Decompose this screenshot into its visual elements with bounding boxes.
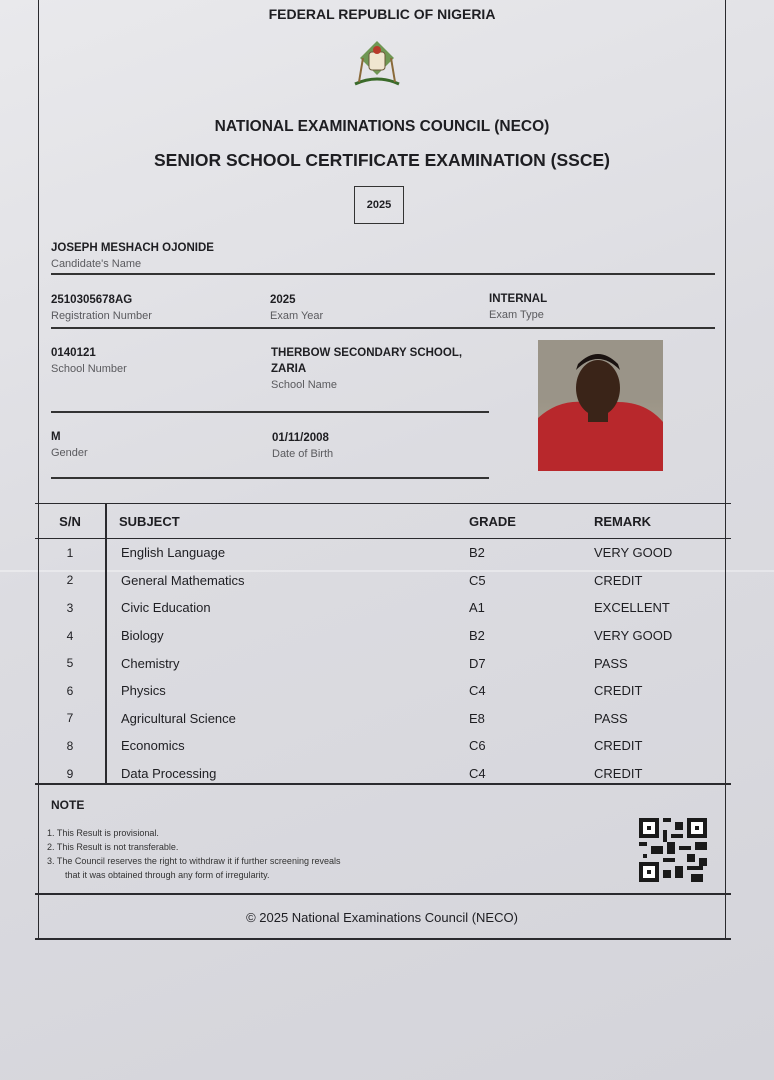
row-sn: 9 [66, 766, 74, 781]
divider [51, 477, 489, 479]
exam-type-field [489, 291, 547, 323]
row-sn: 1 [66, 545, 74, 560]
registration-label: Registration Number [51, 310, 152, 322]
row-sn: 3 [66, 600, 74, 615]
exam-title: SENIOR SCHOOL CERTIFICATE EXAMINATION (SSCE) [154, 150, 610, 170]
row-sn: 5 [66, 656, 74, 671]
exam-year-field [270, 292, 323, 324]
row-subject: Chemistry [121, 655, 180, 671]
exam-year-value: 2025 [270, 294, 296, 306]
header-remark: REMARK [594, 513, 652, 529]
row-remark: CREDIT [594, 572, 643, 588]
table-row [35, 622, 731, 650]
row-grade: C4 [469, 766, 486, 782]
row-grade: C6 [469, 738, 486, 754]
row-subject: Data Processing [121, 766, 217, 782]
table-row [35, 732, 731, 760]
table-row [35, 539, 731, 567]
school-number-label: School Number [51, 363, 127, 375]
row-grade: B2 [469, 628, 485, 644]
dob-label: Date of Birth [272, 448, 334, 460]
exam-type-value: INTERNAL [489, 293, 548, 305]
divider [51, 273, 715, 275]
header-sn: S/N [59, 513, 81, 529]
row-subject: English Language [121, 545, 226, 561]
table-body [35, 539, 731, 787]
row-subject: Physics [121, 683, 166, 699]
school-name-field [271, 345, 462, 393]
exam-year-label: Exam Year [270, 310, 324, 322]
school-number-field [51, 345, 127, 377]
table-header [35, 503, 731, 539]
note-item: 2. This Result is not transferable. [47, 842, 179, 852]
row-subject: General Mathematics [121, 572, 245, 588]
qr-code-icon [639, 818, 707, 882]
row-sn: 8 [66, 738, 74, 753]
note-item: that it was obtained through any form of irregularity. [65, 870, 270, 880]
school-name-value-1: THERBOW SECONDARY SCHOOL, [271, 347, 463, 359]
row-grade: A1 [469, 600, 485, 616]
table-row [35, 677, 731, 705]
table-row [35, 567, 731, 595]
row-remark: VERY GOOD [594, 545, 673, 561]
candidate-name-field [51, 240, 214, 272]
dob-value: 01/11/2008 [272, 432, 329, 444]
candidate-photo [538, 340, 663, 471]
school-name-label: School Name [271, 379, 338, 391]
row-subject: Economics [121, 738, 185, 754]
column-divider [105, 503, 107, 783]
footer-bottom-rule [35, 938, 731, 940]
row-remark: CREDIT [594, 738, 643, 754]
school-name-value-2: ZARIA [271, 363, 307, 375]
row-subject: Agricultural Science [121, 710, 236, 726]
table-bottom-rule [35, 783, 731, 785]
table-row [35, 705, 731, 733]
gender-label: Gender [51, 447, 88, 459]
row-remark: CREDIT [594, 766, 643, 782]
dob-field [272, 430, 333, 462]
row-remark: EXCELLENT [594, 600, 670, 616]
exam-year-box: 2025 [354, 186, 404, 224]
row-sn: 4 [66, 628, 74, 643]
row-subject: Biology [121, 628, 164, 644]
row-subject: Civic Education [121, 600, 211, 616]
table-row [35, 594, 731, 622]
row-sn: 2 [66, 573, 74, 588]
row-sn: 7 [66, 711, 74, 726]
country-title: FEDERAL REPUBLIC OF NIGERIA [268, 6, 496, 22]
header-subject: SUBJECT [119, 513, 180, 529]
row-remark: CREDIT [594, 683, 643, 699]
row-grade: B2 [469, 545, 485, 561]
registration-value: 2510305678AG [51, 294, 133, 306]
result-sheet [38, 0, 726, 940]
coat-of-arms-icon [351, 40, 403, 90]
council-title: NATIONAL EXAMINATIONS COUNCIL (NECO) [214, 118, 550, 135]
note-item: 1. This Result is provisional. [47, 828, 159, 838]
row-remark: PASS [594, 655, 628, 671]
gender-field [51, 429, 88, 461]
gender-value: M [51, 431, 61, 443]
exam-type-label: Exam Type [489, 309, 544, 321]
school-number-value: 0140121 [51, 347, 96, 359]
header-grade: GRADE [469, 513, 516, 529]
row-remark: VERY GOOD [594, 628, 673, 644]
note-item: 3. The Council reserves the right to withdraw it if further screening reveals [47, 856, 341, 866]
row-sn: 6 [66, 683, 74, 698]
candidate-name-value: JOSEPH MESHACH OJONIDE [51, 242, 214, 254]
row-grade: D7 [469, 655, 486, 671]
note-list [47, 826, 340, 882]
footer-top-rule [35, 893, 731, 895]
note-title: NOTE [51, 798, 85, 812]
results-table [35, 503, 731, 787]
row-grade: C4 [469, 683, 486, 699]
divider [51, 411, 489, 413]
copyright-footer: © 2025 National Examinations Council (NECO) [246, 910, 518, 925]
row-grade: E8 [469, 710, 485, 726]
row-remark: PASS [594, 710, 628, 726]
table-row [35, 649, 731, 677]
registration-field [51, 292, 152, 324]
divider [51, 327, 715, 329]
candidate-name-label: Candidate's Name [51, 258, 142, 270]
row-grade: C5 [469, 572, 486, 588]
